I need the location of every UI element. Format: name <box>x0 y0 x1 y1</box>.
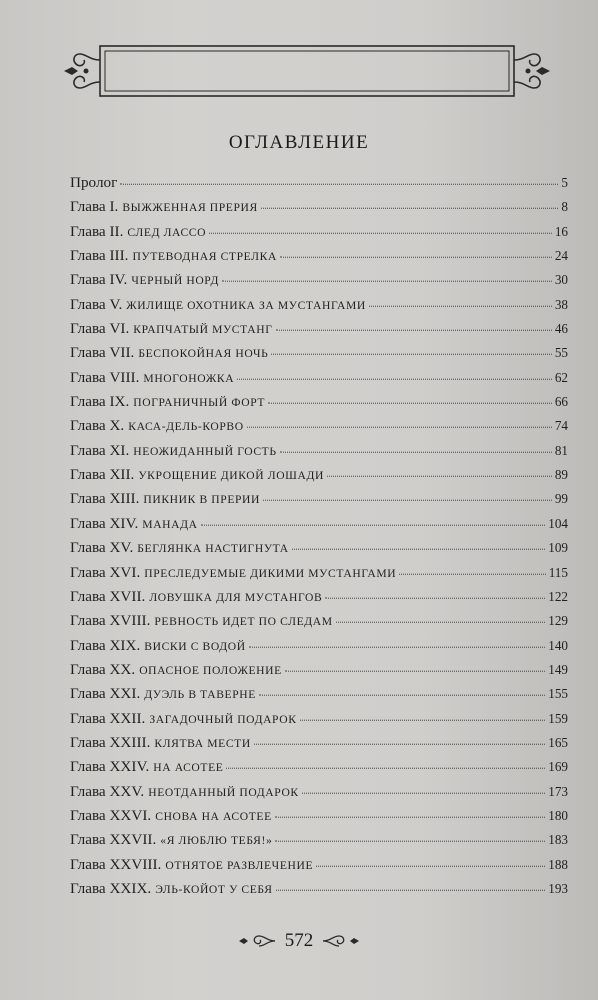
toc-entry <box>70 174 568 198</box>
chapter-title: ЭЛЬ-КОЙОТ У СЕБЯ <box>155 882 273 896</box>
chapter-page-number: 55 <box>554 345 568 361</box>
toc-entry-label <box>70 490 260 508</box>
chapter-title: ОПАСНОЕ ПОЛОЖЕНИЕ <box>139 663 282 677</box>
toc-entry <box>70 564 568 588</box>
chapter-title: ПОГРАНИЧНЫЙ ФОРТ <box>133 396 266 410</box>
dot-leader <box>369 295 552 307</box>
toc-entry-label <box>70 564 396 582</box>
chapter-page-number: 74 <box>554 418 568 434</box>
toc-entry-label <box>70 758 223 776</box>
chapter-page-number: 159 <box>548 710 568 726</box>
chapter-page-number: 16 <box>554 223 568 239</box>
toc-entry <box>70 344 568 368</box>
toc-entry <box>70 856 568 880</box>
toc-entry <box>70 685 568 709</box>
right-ornament-icon <box>321 934 361 948</box>
toc-entry <box>70 758 568 782</box>
toc-entry-label <box>70 223 206 241</box>
chapter-title: ЧЕРНЫЙ НОРД <box>131 274 219 288</box>
dot-leader <box>209 221 552 233</box>
chapter-number: Глава XVI. <box>70 563 141 581</box>
toc-entry <box>70 417 568 441</box>
chapter-page-number: 24 <box>554 248 568 264</box>
dot-leader <box>268 392 552 404</box>
toc-entry <box>70 393 568 417</box>
chapter-page-number: 155 <box>548 686 568 702</box>
dot-leader <box>275 806 545 818</box>
chapter-title: ОТНЯТОЕ РАЗВЛЕЧЕНИЕ <box>165 858 314 872</box>
toc-entry <box>70 880 568 904</box>
chapter-number: Глава XXIV. <box>70 758 150 776</box>
chapter-number: Глава XXV. <box>70 782 145 800</box>
chapter-title: «Я ЛЮБЛЮ ТЕБЯ!» <box>160 834 273 848</box>
dot-leader <box>271 343 551 355</box>
chapter-page-number: 140 <box>548 637 568 653</box>
dot-leader <box>280 246 552 258</box>
toc-entry <box>70 831 568 855</box>
toc-entry-label <box>70 369 234 387</box>
dot-leader <box>336 611 546 623</box>
chapter-title: МАНАДА <box>142 517 198 531</box>
toc-entry <box>70 734 568 758</box>
chapter-title: ПРЕСЛЕДУЕМЫЕ ДИКИМИ МУСТАНГАМИ <box>144 566 397 580</box>
chapter-title: НА АСОТЕЕ <box>153 761 224 775</box>
toc-entry-label <box>70 344 268 362</box>
left-ornament-icon <box>237 934 277 948</box>
dot-leader <box>302 781 545 793</box>
toc-entry <box>70 296 568 320</box>
toc-entry-label <box>70 807 272 825</box>
page-footer <box>0 930 598 952</box>
chapter-page-number: 104 <box>548 515 568 531</box>
chapter-page-number: 66 <box>554 394 568 410</box>
toc-entry <box>70 271 568 295</box>
toc-entry <box>70 612 568 636</box>
toc-entry-label <box>70 856 313 874</box>
chapter-number: Глава XVII. <box>70 587 146 605</box>
toc-entry-label <box>70 466 324 484</box>
chapter-number: Глава VI. <box>70 320 130 338</box>
chapter-number: Глава XIX. <box>70 636 141 654</box>
chapter-number: Глава VII. <box>70 344 135 362</box>
chapter-number: Глава XI. <box>70 441 130 459</box>
chapter-number: Глава XII. <box>70 466 135 484</box>
toc-entry-label <box>70 515 198 533</box>
toc-entry <box>70 710 568 734</box>
toc-entry-label <box>70 442 277 460</box>
chapter-number: Глава III. <box>70 247 129 265</box>
ornament-frame-icon <box>62 40 552 102</box>
toc-entry-label <box>70 588 322 606</box>
chapter-title: БЕГЛЯНКА НАСТИГНУТА <box>137 542 289 556</box>
toc-entry-label <box>70 831 272 849</box>
chapter-title: РЕВНОСТЬ ИДЕТ ПО СЛЕДАМ <box>154 615 333 629</box>
toc-entry-label <box>70 880 273 898</box>
chapter-page-number: 169 <box>548 759 568 775</box>
toc-entry <box>70 783 568 807</box>
chapter-page-number: 46 <box>554 321 568 337</box>
dot-leader <box>399 562 545 574</box>
toc-entry <box>70 466 568 490</box>
toc-entry-label <box>70 198 258 216</box>
chapter-page-number: 183 <box>548 832 568 848</box>
chapter-page-number: 62 <box>554 369 568 385</box>
chapter-page-number: 129 <box>548 613 568 629</box>
chapter-title: ВЫЖЖЕННАЯ ПРЕРИЯ <box>122 201 258 215</box>
dot-leader <box>222 270 552 282</box>
chapter-number: Глава XXI. <box>70 685 141 703</box>
chapter-page-number: 165 <box>548 734 568 750</box>
chapter-page-number: 122 <box>548 588 568 604</box>
chapter-title: КРАПЧАТЫЙ МУСТАНГ <box>133 323 273 337</box>
toc-entry <box>70 320 568 344</box>
dot-leader <box>249 635 545 647</box>
chapter-title: ЗАГАДОЧНЫЙ ПОДАРОК <box>149 712 297 726</box>
chapter-number: Глава XXVIII. <box>70 855 162 873</box>
chapter-page-number: 5 <box>561 175 568 190</box>
toc-entry-label <box>70 320 273 338</box>
toc-entry-label <box>70 174 117 192</box>
toc-entry <box>70 661 568 685</box>
chapter-title: ПИКНИК В ПРЕРИИ <box>143 493 260 507</box>
dot-leader <box>254 733 545 745</box>
dot-leader <box>285 660 545 672</box>
chapter-page-number: 99 <box>554 491 568 507</box>
ornamental-header-frame <box>62 40 552 102</box>
toc-entry-label <box>70 271 219 289</box>
chapter-page-number: 115 <box>548 564 568 580</box>
chapter-page-number: 188 <box>548 856 568 872</box>
chapter-title: БЕСПОКОЙНАЯ НОЧЬ <box>138 347 269 361</box>
chapter-number: Глава II. <box>70 222 124 240</box>
toc-title: ОГЛАВЛЕНИЕ <box>228 132 370 153</box>
toc-entry-label <box>70 685 256 703</box>
chapter-title: МНОГОНОЖКА <box>143 371 235 385</box>
chapter-number: Пролог <box>70 174 118 191</box>
chapter-number: Глава XXIII. <box>70 733 151 751</box>
dot-leader <box>276 879 546 891</box>
chapter-page-number: 89 <box>554 467 568 483</box>
chapter-number: Глава X. <box>70 417 125 435</box>
toc-entry <box>70 369 568 393</box>
chapter-page-number: 149 <box>548 661 568 677</box>
chapter-number: Глава XXVI. <box>70 806 152 824</box>
chapter-page-number: 180 <box>548 807 568 823</box>
chapter-number: Глава XXII. <box>70 709 146 727</box>
toc-entry-label <box>70 417 244 435</box>
chapter-title: НЕОТДАННЫЙ ПОДАРОК <box>148 785 299 799</box>
dot-leader <box>292 538 546 550</box>
chapter-title: СНОВА НА АСОТЕЕ <box>155 809 272 823</box>
dot-leader <box>201 514 546 526</box>
chapter-title: УКРОЩЕНИЕ ДИКОЙ ЛОШАДИ <box>138 469 324 483</box>
chapter-number: Глава XX. <box>70 660 136 678</box>
chapter-title: НЕОЖИДАННЫЙ ГОСТЬ <box>133 444 277 458</box>
chapter-page-number: 173 <box>548 783 568 799</box>
toc-entry <box>70 247 568 271</box>
chapter-title: ВИСКИ С ВОДОЙ <box>144 639 246 653</box>
toc-entry-label <box>70 393 265 411</box>
toc-entry <box>70 442 568 466</box>
chapter-page-number: 193 <box>548 880 568 896</box>
chapter-number: Глава XIV. <box>70 514 139 532</box>
toc-entry-label <box>70 247 277 265</box>
chapter-number: Глава XVIII. <box>70 612 151 630</box>
page-number: 572 <box>284 930 314 951</box>
chapter-title: ЛОВУШКА ДЛЯ МУСТАНГОВ <box>149 590 323 604</box>
toc-list <box>70 174 568 904</box>
dot-leader <box>276 319 552 331</box>
chapter-page-number: 81 <box>554 442 568 458</box>
chapter-page-number: 109 <box>548 540 568 556</box>
chapter-page-number: 8 <box>561 199 568 215</box>
dot-leader <box>263 489 552 501</box>
dot-leader <box>247 416 552 428</box>
toc-entry-label <box>70 612 333 630</box>
dot-leader <box>259 684 545 696</box>
chapter-title: ДУЭЛЬ В ТАВЕРНЕ <box>144 688 256 702</box>
chapter-number: Глава I. <box>70 198 119 216</box>
dot-leader <box>226 757 545 769</box>
toc-entry <box>70 807 568 831</box>
dot-leader <box>316 854 545 866</box>
chapter-number: Глава XXVII. <box>70 831 157 849</box>
chapter-title: ЖИЛИЩЕ ОХОТНИКА ЗА МУСТАНГАМИ <box>126 298 366 312</box>
chapter-page-number: 38 <box>554 296 568 312</box>
dot-leader <box>237 368 552 380</box>
toc-entry-label <box>70 661 282 679</box>
chapter-page-number: 30 <box>554 272 568 288</box>
chapter-number: Глава IX. <box>70 393 130 411</box>
toc-entry-label <box>70 783 299 801</box>
chapter-number: Глава VIII. <box>70 368 140 386</box>
chapter-number: Глава V. <box>70 295 123 313</box>
toc-entry <box>70 490 568 514</box>
dot-leader <box>280 441 552 453</box>
toc-entry-label <box>70 296 366 314</box>
toc-entry-label <box>70 539 289 557</box>
chapter-number: Глава XXIX. <box>70 879 152 897</box>
toc-entry <box>70 539 568 563</box>
toc-entry <box>70 588 568 612</box>
dot-leader <box>300 708 546 720</box>
dot-leader <box>325 587 545 599</box>
dot-leader <box>120 173 558 185</box>
toc-entry-label <box>70 734 251 752</box>
chapter-title: СЛЕД ЛАССО <box>127 225 207 239</box>
chapter-title: КЛЯТВА МЕСТИ <box>154 736 251 750</box>
toc-entry-label <box>70 710 297 728</box>
toc-entry <box>70 515 568 539</box>
chapter-title: ПУТЕВОДНАЯ СТРЕЛКА <box>132 250 277 264</box>
dot-leader <box>261 197 559 209</box>
toc-entry <box>70 637 568 661</box>
chapter-title: КАСА-ДЕЛЬ-КОРВО <box>128 420 244 434</box>
chapter-number: Глава IV. <box>70 271 128 289</box>
chapter-number: Глава XIII. <box>70 490 140 508</box>
toc-entry-label <box>70 637 246 655</box>
chapter-number: Глава XV. <box>70 539 134 557</box>
dot-leader <box>275 830 545 842</box>
toc-entry <box>70 223 568 247</box>
dot-leader <box>327 465 552 477</box>
toc-entry <box>70 198 568 222</box>
